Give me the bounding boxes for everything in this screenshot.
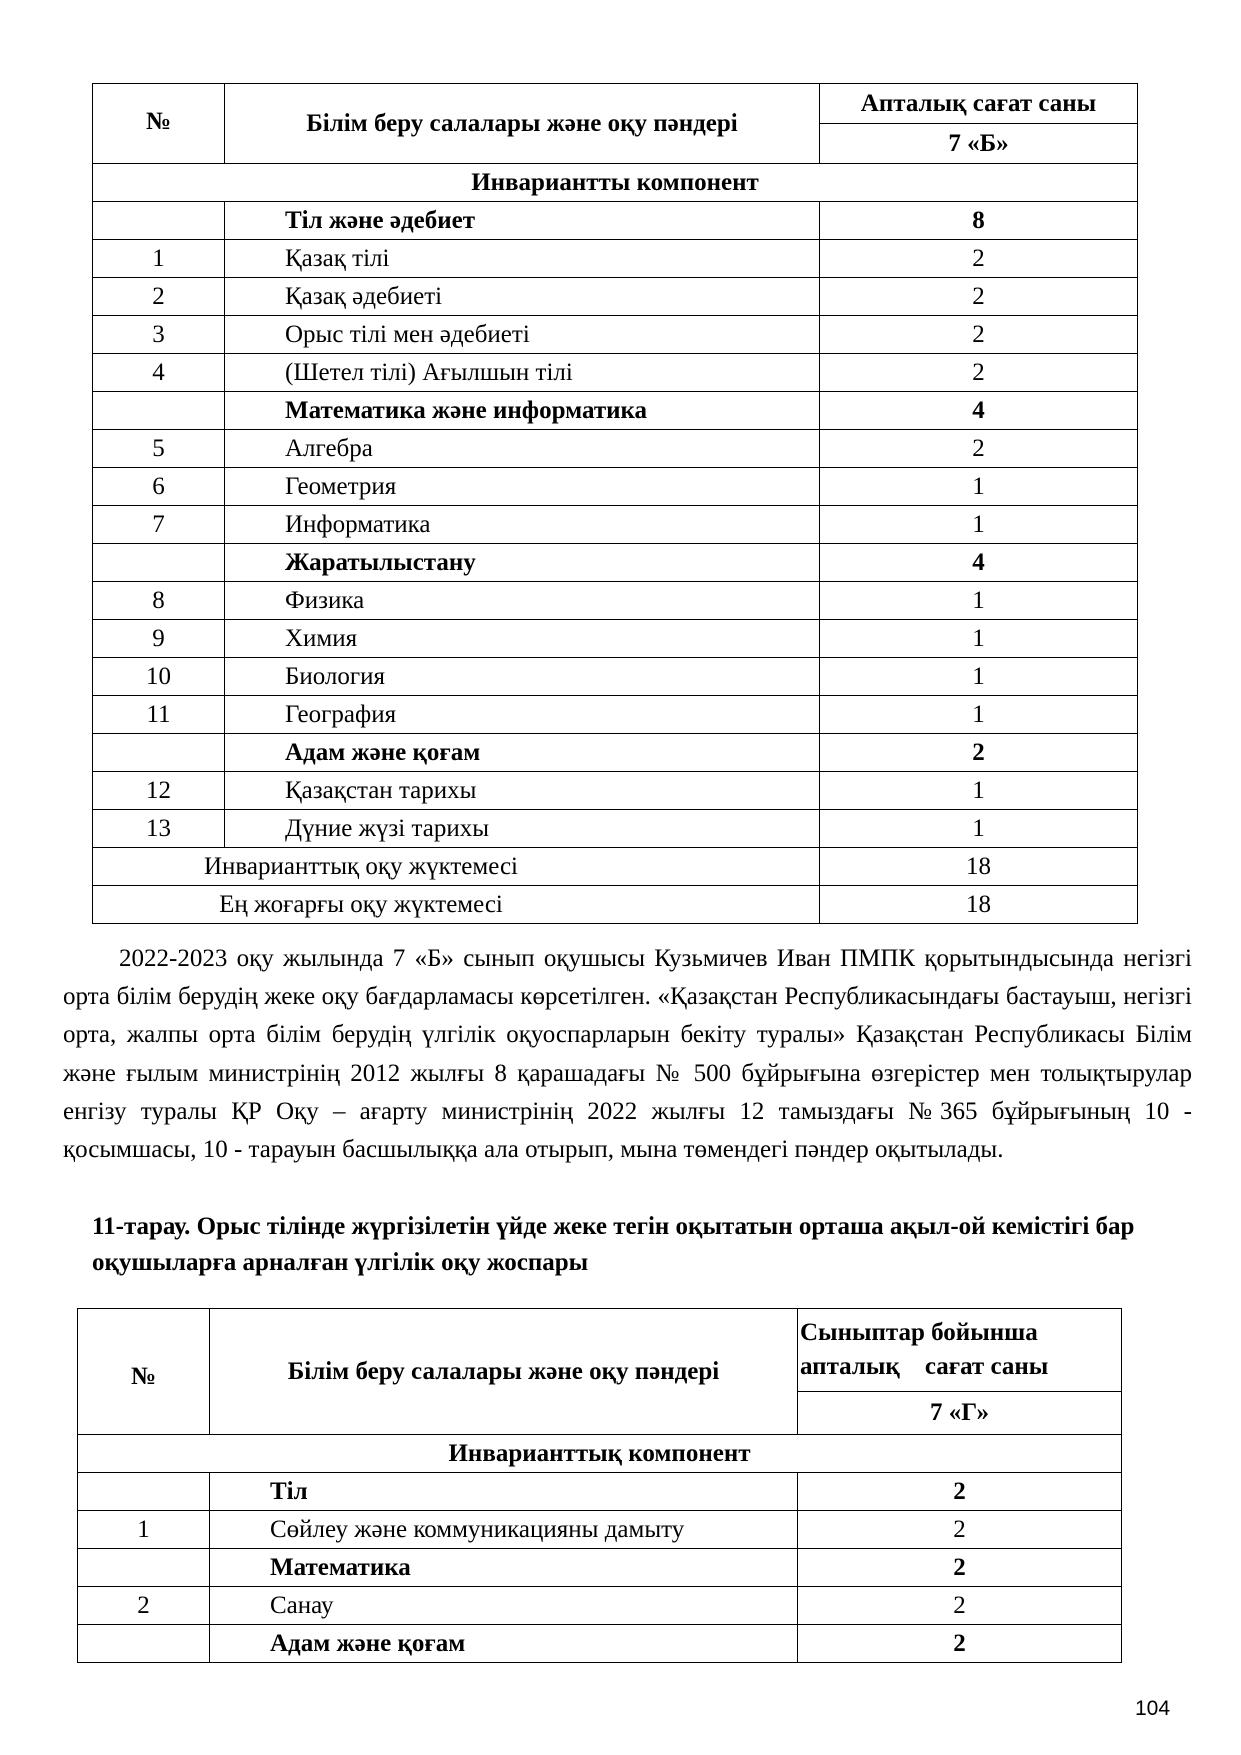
row-number: [78, 1549, 210, 1587]
row-number: 12: [93, 772, 225, 810]
weekly-hours: 1: [820, 658, 1138, 696]
subject-row: [93, 696, 1138, 734]
weekly-hours: 1: [820, 772, 1138, 810]
category-row: [78, 1473, 1122, 1511]
subject-name: Сөйлеу және коммуникацияны дамыту: [210, 1511, 798, 1549]
curriculum-table-7g: [77, 1308, 1122, 1663]
header-number: №: [78, 1309, 210, 1435]
weekly-hours: 4: [820, 544, 1138, 582]
row-number: 3: [93, 316, 225, 354]
category-name: Жаратылыстану: [225, 544, 820, 582]
weekly-hours: 1: [820, 696, 1138, 734]
weekly-hours: 4: [820, 392, 1138, 430]
subject-name: Дүние жүзі тарихы: [225, 810, 820, 848]
weekly-hours: 2: [820, 278, 1138, 316]
category-name: Тіл және әдебиет: [225, 202, 820, 240]
total-label: Инварианттық оқу жүктемесі: [93, 848, 820, 886]
category-name: Математика және информатика: [225, 392, 820, 430]
header-hours-line2: апталық сағат саны: [800, 1352, 1049, 1380]
row-number: 7: [93, 506, 225, 544]
category-row: [93, 734, 1138, 772]
category-name: Адам және қоғам: [210, 1625, 798, 1663]
subject-name: Санау: [210, 1587, 798, 1625]
category-row: [93, 392, 1138, 430]
row-number: 10: [93, 658, 225, 696]
subject-name: Қазақ тілі: [225, 240, 820, 278]
category-name: Тіл: [210, 1473, 798, 1511]
row-number: [93, 544, 225, 582]
subject-row: [93, 810, 1138, 848]
weekly-hours: 1: [820, 810, 1138, 848]
row-number: 8: [93, 582, 225, 620]
section-title: Инвариантты компонент: [93, 164, 1138, 202]
subject-row: [93, 620, 1138, 658]
subject-name: Биология: [225, 658, 820, 696]
weekly-hours: 2: [820, 240, 1138, 278]
header-class: 7 «Б»: [820, 124, 1138, 164]
chapter-heading: 11-тарау. Орыс тілінде жүргізілетін үйде жеке тегін оқытатын орташа ақыл-ой кемістігі бар оқушыларға арналған үлгілік оқу жоспары: [92, 1213, 1135, 1276]
category-name: Математика: [210, 1549, 798, 1587]
subject-row: [93, 658, 1138, 696]
weekly-hours: 2: [820, 430, 1138, 468]
body-paragraph: 2022-2023 оқу жылында 7 «Б» сынып оқушысы Кузьмичев Иван ПМПК қорытындысында негізгі орта білім берудің жеке оқу бағдарламасы көрсетілген. «Қазақстан Республикасындағы бастауыш, негізгі орта, жалпы орта білім берудің үлгілік оқуоспарларын бекіту туралы» Қазақстан Республикасы Білім және ғылым министрінің 2012 жылғы 8 қарашадағы № 500 бұйрығына өзгерістер мен толықтырулар енгізу туралы ҚР Оқу – ағарту министрінің 2022 жылғы 12 тамыздағы №365 бұйрығының 10 - қосымшасы, 10 - тарауын басшылыққа ала отырып, мына төмендегі пәндер оқытылады.: [63, 945, 1192, 1164]
header-subjects: Білім беру салалары және оқу пәндері: [210, 1309, 798, 1435]
row-number: 2: [93, 278, 225, 316]
weekly-hours: 2: [820, 354, 1138, 392]
row-number: [78, 1625, 210, 1663]
weekly-hours: 2: [798, 1587, 1122, 1625]
weekly-hours: 2: [798, 1625, 1122, 1663]
header-weekly-hours: [798, 1309, 1122, 1392]
header-hours-line1: Сыныптар бойынша: [800, 1318, 1038, 1346]
category-name: Адам және қоғам: [225, 734, 820, 772]
row-number: [78, 1473, 210, 1511]
row-number: 1: [93, 240, 225, 278]
subject-row: [93, 316, 1138, 354]
weekly-hours: 8: [820, 202, 1138, 240]
curriculum-table-7b: [92, 83, 1138, 924]
header-weekly-hours: Апталық сағат саны: [820, 84, 1138, 124]
weekly-hours: 2: [798, 1549, 1122, 1587]
subject-name: Орыс тілі мен әдебиеті: [225, 316, 820, 354]
total-hours: 18: [820, 848, 1138, 886]
total-row: [93, 848, 1138, 886]
subject-row: [78, 1587, 1122, 1625]
subject-row: [93, 506, 1138, 544]
row-number: 6: [93, 468, 225, 506]
weekly-hours: 2: [798, 1511, 1122, 1549]
header-class: 7 «Г»: [798, 1391, 1122, 1434]
total-label: Ең жоғарғы оқу жүктемесі: [93, 886, 820, 924]
subject-name: Қазақ әдебиеті: [225, 278, 820, 316]
row-number: 13: [93, 810, 225, 848]
total-hours: 18: [820, 886, 1138, 924]
category-row: [93, 202, 1138, 240]
weekly-hours: 2: [820, 316, 1138, 354]
weekly-hours: 2: [820, 734, 1138, 772]
subject-name: Физика: [225, 582, 820, 620]
subject-row: [93, 240, 1138, 278]
row-number: 11: [93, 696, 225, 734]
row-number: 2: [78, 1587, 210, 1625]
row-number: 5: [93, 430, 225, 468]
subject-row: [93, 772, 1138, 810]
weekly-hours: 1: [820, 506, 1138, 544]
row-number: [93, 734, 225, 772]
row-number: [93, 392, 225, 430]
category-row: [78, 1625, 1122, 1663]
weekly-hours: 2: [798, 1473, 1122, 1511]
subject-row: [93, 430, 1138, 468]
subject-row: [93, 468, 1138, 506]
category-row: [78, 1549, 1122, 1587]
subject-row: [93, 582, 1138, 620]
row-number: [93, 202, 225, 240]
weekly-hours: 1: [820, 582, 1138, 620]
subject-name: Геометрия: [225, 468, 820, 506]
weekly-hours: 1: [820, 620, 1138, 658]
row-number: 1: [78, 1511, 210, 1549]
section-title: Инварианттық компонент: [78, 1435, 1122, 1473]
subject-row: [78, 1511, 1122, 1549]
category-row: [93, 544, 1138, 582]
subject-name: Химия: [225, 620, 820, 658]
subject-name: Алгебра: [225, 430, 820, 468]
weekly-hours: 1: [820, 468, 1138, 506]
subject-row: [93, 278, 1138, 316]
header-number: №: [93, 84, 225, 164]
subject-row: [93, 354, 1138, 392]
header-subjects: Білім беру салалары және оқу пәндері: [225, 84, 820, 164]
row-number: 9: [93, 620, 225, 658]
subject-name: (Шетел тілі) Ағылшын тілі: [225, 354, 820, 392]
subject-name: Қазақстан тарихы: [225, 772, 820, 810]
total-row: [93, 886, 1138, 924]
row-number: 4: [93, 354, 225, 392]
subject-name: География: [225, 696, 820, 734]
page-number: 104: [1135, 1697, 1171, 1720]
subject-name: Информатика: [225, 506, 820, 544]
